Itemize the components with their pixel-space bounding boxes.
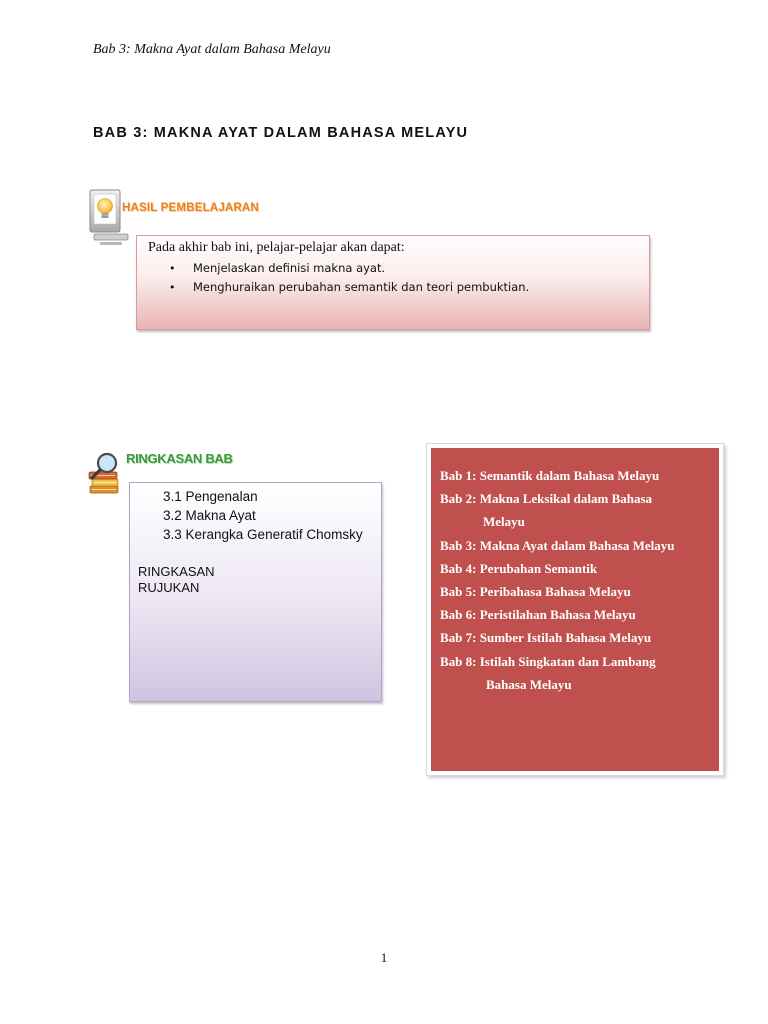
list-item-text: Menjelaskan definisi makna ayat. xyxy=(193,261,386,275)
list-item: Bab 1: Semantik dalam Bahasa Melayu xyxy=(440,468,660,483)
list-item: Bab 5: Peribahasa Bahasa Melayu xyxy=(440,584,631,600)
chapter-sections-list xyxy=(163,487,363,544)
list-item: Bab 2: Makna Leksikal dalam Bahasa xyxy=(440,491,653,507)
ringkasan-bab-label: RINGKASAN BAB xyxy=(126,451,233,466)
list-item: Bab 8: Istilah Singkatan dan Lambang xyxy=(440,653,656,669)
list-item-text: Menghuraikan perubahan semantik dan teori pembuktian. xyxy=(193,280,530,294)
chapter-list-box xyxy=(426,443,724,776)
chapter-title: BAB 3: MAKNA AYAT DALAM BAHASA MELAYU xyxy=(93,125,469,141)
learning-outcomes-box xyxy=(136,235,650,330)
hasil-pembelajaran-label: HASIL PEMBELAJARAN xyxy=(122,202,259,214)
list-item xyxy=(137,278,529,297)
list-item: Bab 3: Makna Ayat dalam Bahasa Melayu xyxy=(440,537,675,553)
learning-outcomes-list xyxy=(137,259,529,297)
learning-outcomes-intro: Pada akhir bab ini, pelajar-pelajar akan dapat: xyxy=(148,240,405,255)
chapter-list xyxy=(440,464,675,696)
chapter-extras-list xyxy=(138,564,215,596)
page-number: 1 xyxy=(380,950,388,965)
list-item: Bab 6: Peristilahan Bahasa Melayu xyxy=(440,607,636,623)
list-item: Melayu xyxy=(483,514,525,530)
list-item xyxy=(137,259,529,278)
chapter-list-panel xyxy=(431,448,719,771)
bullet-icon: • xyxy=(169,281,176,294)
list-item: Bab 7: Sumber Istilah Bahasa Melayu xyxy=(440,630,652,646)
list-item: RINGKASAN xyxy=(138,564,215,579)
books-magnifier-icon xyxy=(86,448,130,502)
list-item: 3.1 Pengenalan xyxy=(163,489,258,504)
list-item: RUJUKAN xyxy=(138,580,200,595)
lightbulb-computer-icon xyxy=(86,186,130,248)
chapter-summary-box xyxy=(129,482,382,702)
running-header: Bab 3: Makna Ayat dalam Bahasa Melayu xyxy=(93,42,331,57)
list-item: 3.2 Makna Ayat xyxy=(163,508,256,523)
list-item: Bahasa Melayu xyxy=(486,676,572,692)
bullet-icon: • xyxy=(169,262,176,275)
list-item: Bab 4: Perubahan Semantik xyxy=(440,560,598,576)
list-item: 3.3 Kerangka Generatif Chomsky xyxy=(163,527,363,542)
